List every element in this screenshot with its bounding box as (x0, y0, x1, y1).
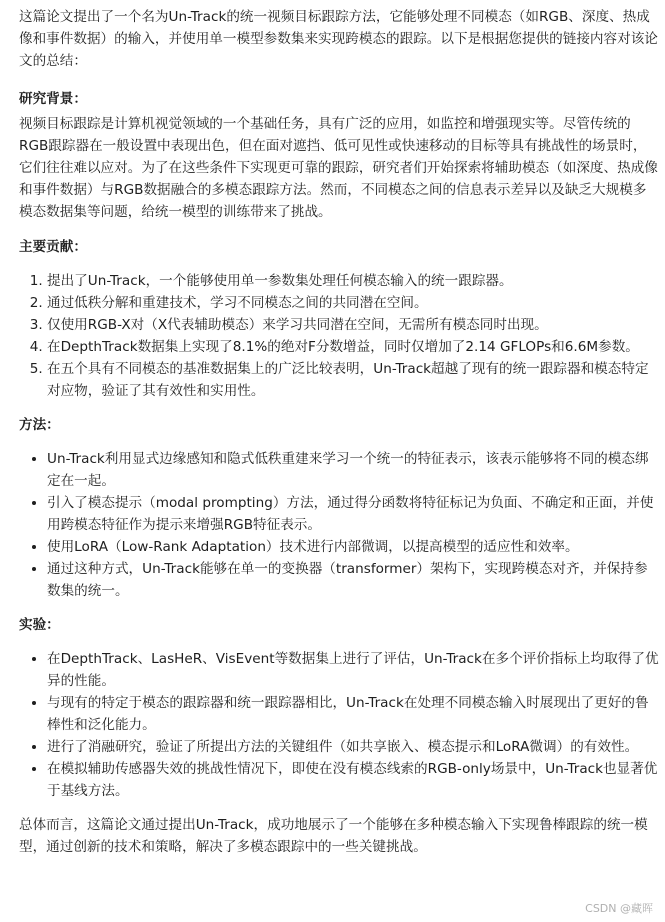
background-section (19, 88, 659, 223)
article-body (19, 6, 659, 858)
experiments-section (19, 614, 659, 802)
list-item: 2. 通过低秩分解和重建技术，学习不同模态之间的共同潜在空间。 (47, 292, 659, 314)
list-item: 5. 在五个具有不同模态的基准数据集上的广泛比较表明，Un-Track超越了现有的统一跟踪器和模态特定对应物，验证了其有效性和实用性。 (47, 358, 659, 402)
list-item: • 进行了消融研究，验证了所提出方法的关键组件（如共享嵌入、模态提示和LoRA微调）的有效性。 (47, 736, 659, 758)
list-item: 1. 提出了Un-Track，一个能够使用单一参数集处理任何模态输入的统一跟踪器。 (47, 270, 659, 292)
list-item: • Un-Track利用显式边缘感知和隐式低秩重建来学习一个统一的特征表示，该表示能够将不同的模态绑定在一起。 (47, 448, 659, 492)
list-item: 4. 在DepthTrack数据集上实现了8.1%的绝对F分数增益，同时仅增加了2.14 GFLOPs和6.6M参数。 (47, 336, 659, 358)
method-heading: 方法： (19, 417, 60, 433)
list-item: • 使用LoRA（Low-Rank Adaptation）技术进行内部微调，以提高模型的适应性和效率。 (47, 536, 659, 558)
contributions-section (19, 236, 659, 402)
summary-paragraph: 总体而言，这篇论文通过提出Un-Track，成功地展示了一个能够在多种模态输入下实现鲁棒跟踪的统一模型，通过创新的技术和策略，解决了多模态跟踪中的一些关键挑战。 (19, 817, 648, 855)
background-heading: 研究背景： (19, 91, 87, 107)
source-watermark: CSDN @藏晖 (585, 902, 653, 915)
list-item: • 在DepthTrack、LasHeR、VisEvent等数据集上进行了评估，Un-Track在多个评价指标上均取得了优异的性能。 (47, 648, 659, 692)
intro-paragraph: 这篇论文提出了一个名为Un-Track的统一视频目标跟踪方法，它能够处理不同模态（如RGB、深度、热成像和事件数据）的输入，并使用单一模型参数集来实现跨模态的跟踪。以下是根据您提供的链接内容对该论文的总结： (19, 9, 658, 69)
background-paragraph: 视频目标跟踪是计算机视觉领域的一个基础任务，具有广泛的应用，如监控和增强现实等。尽管传统的RGB跟踪器在一般设置中表现出色，但在面对遮挡、低可见性或快速移动的目标等具有挑战性的场景时，它们往往难以应对。为了在这些条件下实现更可靠的跟踪，研究者们开始探索将辅助模态（如深度、热成像和事件数据）与RGB数据融合的多模态跟踪方法。然而，不同模态之间的信息表示差异以及缺乏大规模多模态数据集等问题，给统一模型的训练带来了挑战。 (19, 116, 658, 220)
method-list (19, 448, 659, 602)
experiments-heading: 实验： (19, 617, 60, 633)
list-item: • 引入了模态提示（modal prompting）方法，通过得分函数将特征标记为负面、不确定和正面，并使用跨模态特征作为提示来增强RGB特征表示。 (47, 492, 659, 536)
contributions-heading: 主要贡献： (19, 239, 87, 255)
method-section (19, 414, 659, 602)
list-item: • 与现有的特定于模态的跟踪器和统一跟踪器相比，Un-Track在处理不同模态输入时展现出了更好的鲁棒性和泛化能力。 (47, 692, 659, 736)
experiments-list (19, 648, 659, 802)
list-item: • 在模拟辅助传感器失效的挑战性情况下，即使在没有模态线索的RGB-only场景中，Un-Track也显著优于基线方法。 (47, 758, 659, 802)
list-item: 3. 仅使用RGB-X对（X代表辅助模态）来学习共同潜在空间，无需所有模态同时出现。 (47, 314, 659, 336)
contributions-list (19, 270, 659, 402)
list-item: • 通过这种方式，Un-Track能够在单一的变换器（transformer）架构下，实现跨模态对齐，并保持参数集的统一。 (47, 558, 659, 602)
